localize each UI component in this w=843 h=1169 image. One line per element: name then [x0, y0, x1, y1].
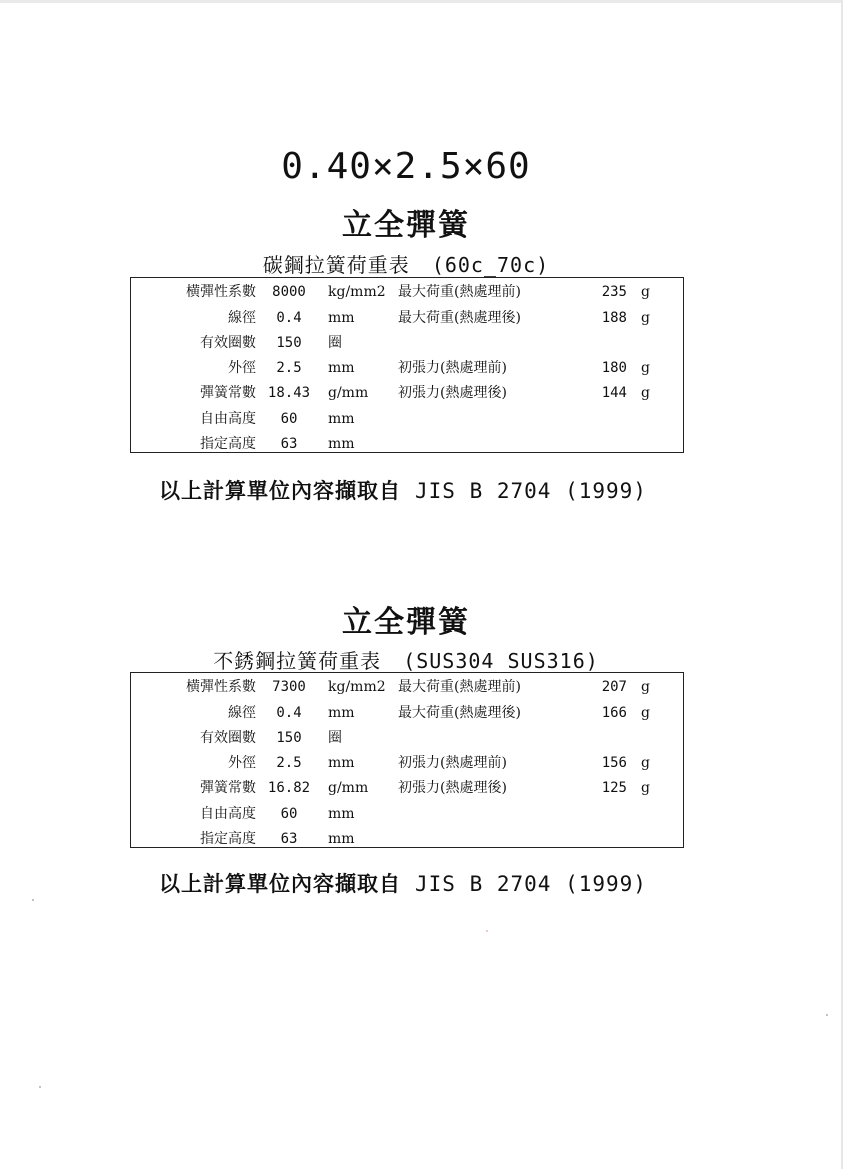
- load-label: 初張力(熱處理後): [398, 780, 507, 796]
- row-unit: g/mm: [328, 780, 369, 796]
- row-label: 外徑: [228, 755, 256, 771]
- table-heading: [0, 249, 812, 278]
- load-unit: g: [641, 385, 650, 401]
- load-label: 最大荷重(熱處理後): [398, 705, 521, 721]
- row-value: 8000: [272, 284, 306, 300]
- row-value: 7300: [272, 679, 306, 695]
- row-label: 有效圈數: [200, 335, 256, 351]
- load-value: 180: [601, 360, 627, 376]
- load-value: 156: [601, 755, 627, 771]
- page-edge: [0, 0, 843, 3]
- row-unit: g/mm: [328, 385, 369, 401]
- row-unit: 圈: [328, 335, 342, 351]
- scan-speck: [32, 899, 34, 901]
- row-label: 指定高度: [200, 436, 256, 452]
- load-unit: g: [641, 310, 650, 326]
- row-value: 0.4: [276, 705, 302, 721]
- row-value: 18.43: [267, 385, 311, 401]
- load-unit: g: [641, 705, 650, 721]
- row-label: 外徑: [228, 360, 256, 376]
- spec-title: 0.40×2.5×60: [281, 146, 531, 187]
- load-label: 初張力(熱處理後): [398, 385, 507, 401]
- material-code: (60c_70c): [431, 253, 550, 277]
- row-value: 2.5: [276, 360, 302, 376]
- row-label: 線徑: [228, 705, 256, 721]
- scan-speck: [486, 930, 488, 932]
- load-label: 初張力(熱處理前): [398, 360, 507, 376]
- row-label: 線徑: [228, 310, 256, 326]
- row-unit: kg/mm2: [328, 679, 386, 695]
- load-value: 207: [601, 679, 627, 695]
- row-label: 自由高度: [200, 411, 256, 427]
- row-label: 横彈性系數: [186, 284, 256, 300]
- row-unit: mm: [328, 806, 355, 822]
- row-label: 横彈性系數: [186, 679, 256, 695]
- row-label: 彈簧常數: [200, 385, 256, 401]
- load-value: 166: [601, 705, 627, 721]
- source-note: [159, 475, 647, 505]
- row-unit: mm: [328, 411, 355, 427]
- row-unit: mm: [328, 755, 355, 771]
- company-name: 立全彈簧: [342, 208, 470, 243]
- row-value: 2.5: [276, 755, 302, 771]
- row-unit: kg/mm2: [328, 284, 386, 300]
- load-unit: g: [641, 360, 650, 376]
- load-unit: g: [641, 284, 650, 300]
- spec-table: [130, 672, 684, 848]
- source-note: [159, 868, 647, 898]
- row-unit: mm: [328, 705, 355, 721]
- load-unit: g: [641, 780, 650, 796]
- load-label: 最大荷重(熱處理後): [398, 310, 521, 326]
- table-heading: [0, 645, 812, 674]
- row-value: 150: [276, 335, 302, 351]
- load-value: 125: [601, 780, 627, 796]
- load-label: 最大荷重(熱處理前): [398, 284, 521, 300]
- note-text: 以上計算單位內容擷取自: [159, 478, 401, 503]
- load-label: 初張力(熱處理前): [398, 755, 507, 771]
- row-value: 16.82: [267, 780, 311, 796]
- row-unit: mm: [328, 310, 355, 326]
- row-value: 63: [280, 831, 298, 847]
- row-label: 指定高度: [200, 831, 256, 847]
- row-value: 60: [280, 411, 298, 427]
- table-name: 碳鋼拉簧荷重表: [262, 253, 410, 277]
- row-value: 0.4: [276, 310, 302, 326]
- row-unit: mm: [328, 360, 355, 376]
- load-value: 188: [601, 310, 627, 326]
- scan-speck: [39, 1086, 41, 1088]
- row-label: 有效圈數: [200, 730, 256, 746]
- standard-reference: JIS B 2704 (1999): [415, 872, 647, 896]
- material-code: (SUS304_SUS316): [403, 649, 599, 673]
- spec-table: [130, 277, 684, 453]
- load-value: 235: [601, 284, 627, 300]
- row-label: 自由高度: [200, 806, 256, 822]
- row-unit: mm: [328, 831, 355, 847]
- row-value: 63: [280, 436, 298, 452]
- standard-reference: JIS B 2704 (1999): [415, 479, 647, 503]
- row-unit: mm: [328, 436, 355, 452]
- scan-speck: [826, 1014, 828, 1016]
- table-name: 不銹鋼拉簧荷重表: [213, 649, 382, 673]
- load-unit: g: [641, 755, 650, 771]
- load-unit: g: [641, 679, 650, 695]
- row-value: 60: [280, 806, 298, 822]
- row-value: 150: [276, 730, 302, 746]
- company-name: 立全彈簧: [342, 605, 470, 640]
- row-unit: 圈: [328, 730, 342, 746]
- load-value: 144: [601, 385, 627, 401]
- load-label: 最大荷重(熱處理前): [398, 679, 521, 695]
- row-label: 彈簧常數: [200, 780, 256, 796]
- note-text: 以上計算單位內容擷取自: [159, 871, 401, 896]
